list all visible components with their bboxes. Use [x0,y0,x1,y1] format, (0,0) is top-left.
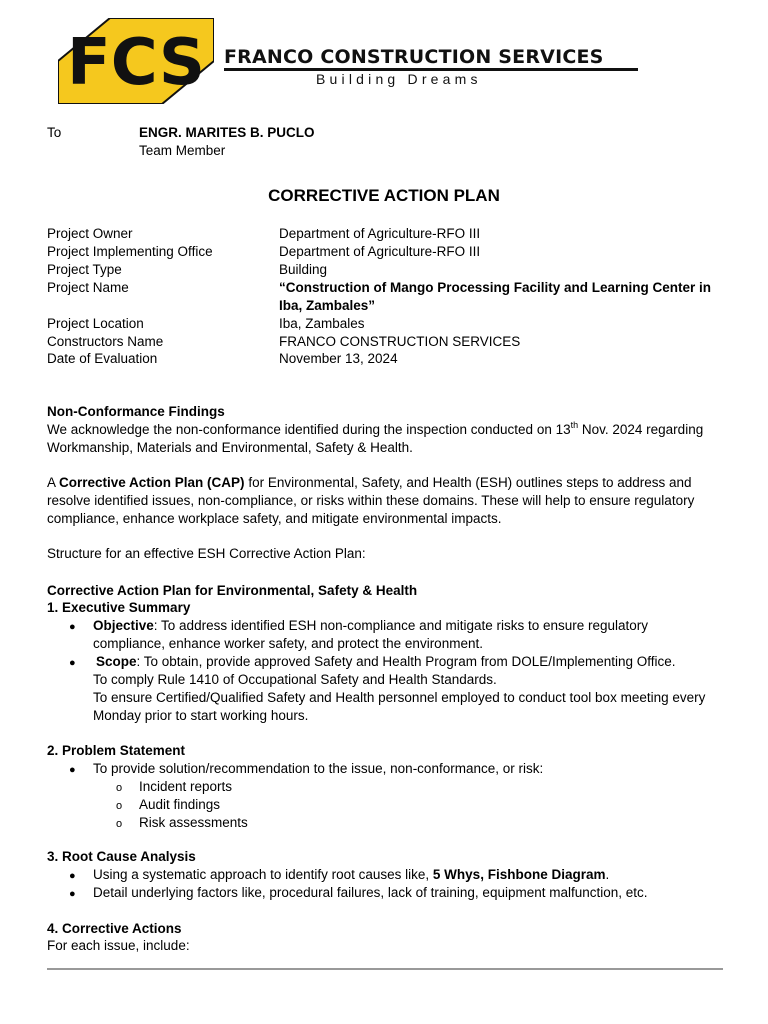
section-heading: 1. Executive Summary [47,600,191,615]
scope-text-line3: To ensure Certified/Qualified Safety and Health personnel employed to conduct tool box meeting every Monday prior to start working hours. [93,690,706,723]
cap-intro-post: for Environmental, Safety, and Health (ESH) outlines steps to address and resolve identified issues, non-compliance, or risks within these domains. These will help to ensure regulatory compliance, enhance workplace safety, and mitigate environmental impacts. [47,475,695,526]
recipient-role: Team Member [139,143,226,158]
ncf-text-a: We acknowledge the non-conformance identified during the inspection conducted on 13 [47,422,571,437]
sub-bullet-icon: o [116,800,123,812]
logo-letters: FCS [67,26,205,100]
bullet-icon: ● [69,870,76,882]
bullet-icon: ● [69,764,76,776]
objective-label: Objective [93,618,154,633]
company-name: FRANCO CONSTRUCTION SERVICES [224,46,604,68]
sub-bullet-icon: o [116,782,123,794]
info-label: Project Name [47,280,129,295]
cap-intro-pre: A [47,475,60,490]
root-cause-text: Using a systematic approach to identify root causes like, [93,867,433,882]
document-title: CORRECTIVE ACTION PLAN [268,186,500,205]
plan-heading: Corrective Action Plan for Environmental, Safety & Health [47,583,418,598]
bullet-icon: ● [69,657,76,669]
sub-list-item: Audit findings [139,797,221,812]
info-label: Project Implementing Office [47,244,213,259]
info-label: Date of Evaluation [47,351,158,366]
company-logo [58,18,214,104]
info-value: Department of Agriculture-RFO III [279,226,481,241]
root-cause-separator: , [480,867,488,882]
project-name-line2: Iba, Zambales” [279,298,376,313]
objective-text: : To address identified ESH non-compliance and mitigate risks to ensure regulatory compliance, enhance worker safety, and protect the environment. [93,618,649,651]
structure-text: Structure for an effective ESH Corrective Action Plan: [47,546,366,561]
ncf-heading: Non-Conformance Findings [47,404,225,419]
objective-item [93,617,723,653]
root-cause-5-whys: 5 Whys [432,867,481,882]
info-value: Iba, Zambales [279,316,365,331]
info-label: Project Type [47,262,122,277]
bullet-icon: ● [69,621,76,633]
info-value: Department of Agriculture-RFO III [279,244,481,259]
sub-list-item: Incident reports [139,779,233,794]
cap-intro-bold: Corrective Action Plan (CAP) [59,475,245,490]
info-value: Building [279,262,328,277]
cap-intro-paragraph [47,474,727,528]
info-label: Constructors Name [47,334,164,349]
problem-statement-item: To provide solution/recommendation to the issue, non-conformance, or risk: [93,761,544,776]
info-value: FRANCO CONSTRUCTION SERVICES [279,334,521,349]
root-cause-fishbone: Fishbone Diagram [487,867,606,882]
section-heading: 3. Root Cause Analysis [47,849,196,864]
info-label: Project Location [47,316,144,331]
scope-text-line1: : To obtain, provide approved Safety and Health Program from DOLE/Implementing Office. [136,654,676,669]
ncf-paragraph [47,421,727,457]
ncf-text-b: Nov. 2024 regarding Workmanship, Materials and Environmental, Safety & Health. [47,422,704,455]
sub-list-item: Risk assessments [139,815,248,830]
page-bottom-rule [47,968,723,970]
recipient-name: ENGR. MARITES B. PUCLO [139,125,315,140]
scope-text-line2: To comply Rule 1410 of Occupational Safety and Health Standards. [93,672,497,687]
scope-item [96,653,726,671]
info-value: November 13, 2024 [279,351,398,366]
section-heading: 4. Corrective Actions [47,921,182,936]
corrective-actions-intro: For each issue, include: [47,938,190,953]
root-cause-item [93,866,723,884]
company-tagline: Building Dreams [316,71,482,87]
bullet-icon: ● [69,888,76,900]
project-name-line1: “Construction of Mango Processing Facility and Learning Center in [279,280,712,295]
sub-bullet-icon: o [116,818,123,830]
scope-label: Scope [96,654,137,669]
section-heading: 2. Problem Statement [47,743,186,758]
to-label: To [47,125,62,140]
ncf-superscript: th [570,419,579,430]
info-label: Project Owner [47,226,133,241]
root-cause-factors-item: Detail underlying factors like, procedural failures, lack of training, equipment malfunction, etc. [93,885,648,900]
root-cause-end: . [605,867,610,882]
